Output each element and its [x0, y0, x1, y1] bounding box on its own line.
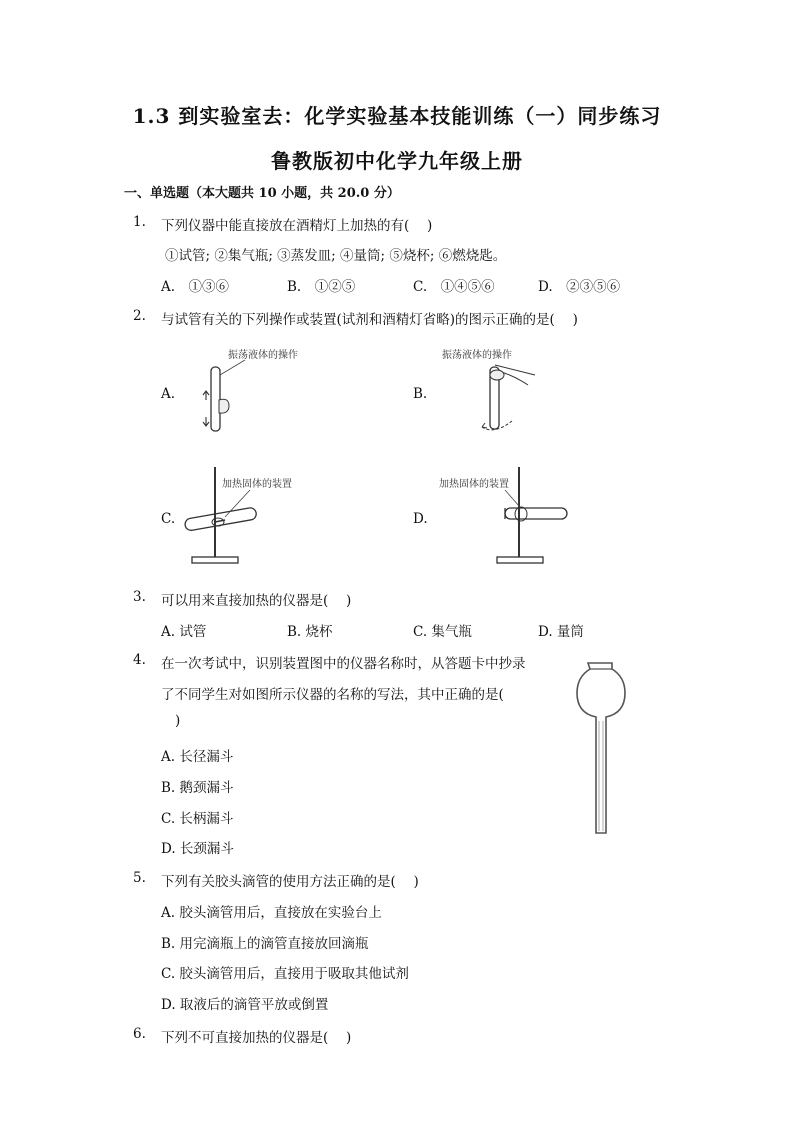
figure-long-neck-funnel — [570, 655, 630, 840]
q4-option-b[interactable]: B. 鹅颈漏斗 — [161, 780, 234, 796]
q6-stem: 下列不可直接加热的仪器是( ) — [161, 1030, 352, 1046]
figure-b-caption: 振荡液体的操作 — [442, 350, 512, 361]
q6-number: 6. — [133, 1026, 146, 1042]
q1-option-c[interactable]: C. ①④⑤⑥ — [413, 279, 495, 295]
q5-number: 5. — [133, 870, 146, 886]
q3-number: 3. — [133, 589, 146, 605]
q4-option-d[interactable]: D. 长颈漏斗 — [161, 841, 234, 857]
figure-d-heating-apparatus — [435, 462, 575, 570]
figure-a-shaking-test-tube — [195, 345, 315, 440]
title-line-2: 鲁教版初中化学九年级上册 — [271, 149, 523, 173]
q5-option-b[interactable]: B. 用完滴瓶上的滴管直接放回滴瓶 — [161, 936, 369, 952]
q2-option-a[interactable]: A. — [161, 386, 176, 402]
q2-option-b[interactable]: B. — [413, 386, 428, 402]
title-line-1: 1.3 到实验室去：化学实验基本技能训练（一）同步练习 — [132, 104, 662, 128]
q2-stem: 与试管有关的下列操作或装置(试剂和酒精灯省略)的图示正确的是( ) — [161, 312, 578, 328]
figure-c-caption: 加热固体的装置 — [222, 479, 292, 490]
q1-items: ①试管; ②集气瓶; ③蒸发皿; ④量筒; ⑤烧杯; ⑥燃烧匙。 — [165, 248, 507, 264]
q2-number: 2. — [133, 308, 146, 324]
q4-option-c[interactable]: C. 长柄漏斗 — [161, 811, 234, 827]
figure-c-heating-apparatus — [180, 462, 320, 570]
q5-stem: 下列有关胶头滴管的使用方法正确的是( ) — [161, 874, 419, 890]
q5-option-d[interactable]: D. 取液后的滴管平放或倒置 — [161, 997, 329, 1013]
q1-option-a[interactable]: A. ①③⑥ — [161, 279, 230, 295]
q1-number: 1. — [133, 214, 146, 230]
q3-stem: 可以用来直接加热的仪器是( ) — [161, 593, 352, 609]
figure-b-shaking-test-tube — [440, 345, 560, 440]
q2-option-d[interactable]: D. — [413, 511, 428, 527]
figure-d-caption: 加热固体的装置 — [439, 479, 509, 490]
q3-option-d[interactable]: D. 量筒 — [538, 624, 584, 640]
q5-option-c[interactable]: C. 胶头滴管用后，直接用于吸取其他试剂 — [161, 966, 409, 982]
q2-option-c[interactable]: C. — [161, 511, 176, 527]
section-heading: 一、单选题（本大题共 10 小题，共 20.0 分） — [124, 186, 400, 201]
figure-a-caption: 振荡液体的操作 — [228, 350, 298, 361]
q5-option-a[interactable]: A. 胶头滴管用后，直接放在实验台上 — [161, 905, 382, 921]
q4-option-a[interactable]: A. 长径漏斗 — [161, 749, 234, 765]
q4-stem-line-1: 在一次考试中，识别装置图中的仪器名称时，从答题卡中抄录 — [161, 656, 526, 672]
q1-option-d[interactable]: D. ②③⑤⑥ — [538, 279, 621, 295]
q1-stem: 下列仪器中能直接放在酒精灯上加热的有( ) — [161, 218, 433, 234]
q4-stem-line-2: 了不同学生对如图所示仪器的名称的写法，其中正确的是( — [161, 687, 504, 703]
q4-number: 4. — [133, 652, 146, 668]
q4-stem-line-3: ) — [175, 713, 181, 729]
q1-option-b[interactable]: B. ①②⑤ — [287, 279, 356, 295]
q3-option-c[interactable]: C. 集气瓶 — [413, 624, 472, 640]
q3-option-a[interactable]: A. 试管 — [161, 624, 207, 640]
q3-option-b[interactable]: B. 烧杯 — [287, 624, 333, 640]
